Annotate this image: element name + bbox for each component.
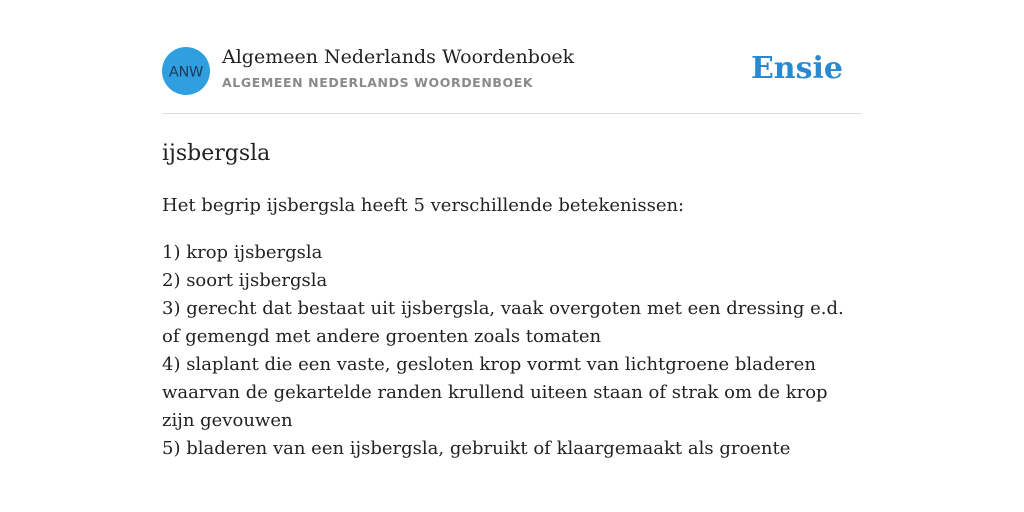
logo-text: ANW (168, 64, 204, 81)
source-header (162, 0, 862, 114)
entry-card (162, 0, 862, 463)
entry-term: ijsbergsla (162, 141, 271, 166)
definition-list (162, 239, 862, 463)
definition-item: 1) krop ijsbergsla (162, 242, 323, 263)
anw-logo[interactable] (162, 47, 210, 95)
definition-item: 3) gerecht dat bestaat uit ijsbergsla, vaak overgoten met een dressing e.d. of gemengd met andere groenten zoals tomaten (162, 298, 844, 347)
source-name[interactable]: Algemeen Nederlands Woordenboek (222, 46, 575, 68)
entry-intro: Het begrip ijsbergsla heeft 5 verschillende betekenissen: (162, 195, 685, 216)
definition-item: 4) slaplant die een vaste, gesloten krop vormt van lichtgroene bladeren waarvan de gekartelde randen krullend uiteen staan of strak om de krop zijn gevouwen (162, 354, 828, 431)
definition-item: 5) bladeren van een ijsbergsla, gebruikt of klaargemaakt als groente (162, 438, 791, 459)
ensie-brand-logo[interactable]: Ensie (750, 51, 843, 86)
source-subtitle: ALGEMEEN NEDERLANDS WOORDENBOEK (222, 75, 534, 90)
definition-item: 2) soort ijsbergsla (162, 270, 328, 291)
anw-logo-mark (162, 47, 210, 95)
